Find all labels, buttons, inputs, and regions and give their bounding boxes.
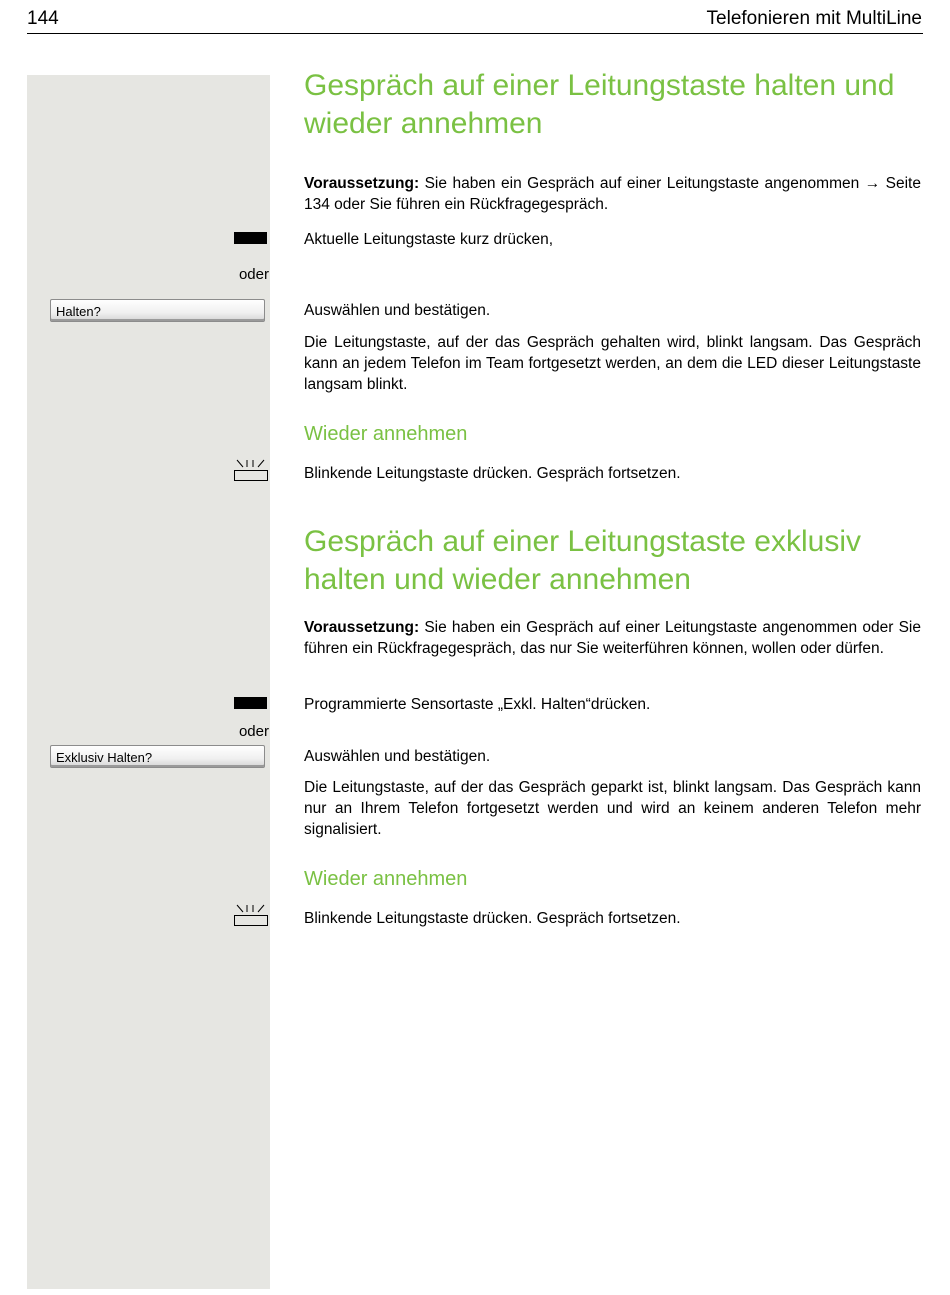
section-1-step-select: Auswählen und bestätigen.: [304, 302, 491, 319]
section-1-prerequisite: [304, 173, 921, 215]
section-2-description: Die Leitungstaste, auf der das Gespräch geparkt ist, blinkt langsam. Das Gespräch kann nur an Ihrem Telefon fortgesetzt werden und wird an keinem anderen Telefon mehr signalisiert.: [304, 779, 921, 838]
or-label: oder: [238, 723, 269, 740]
section-1-resume-step: Blinkende Leitungstaste drücken. Gespräch fortsetzen.: [304, 465, 681, 482]
section-2-prerequisite: [304, 617, 921, 659]
running-title: Telefonieren mit MultiLine: [706, 8, 922, 29]
display-option-exklusiv-halten[interactable]: Exklusiv Halten?: [50, 745, 265, 768]
sidebar-column: [27, 75, 270, 1289]
section-1-step-key: Aktuelle Leitungstaste kurz drücken,: [304, 231, 553, 248]
section-2-title: Gespräch auf einer Leitungstaste exklusiv halten und wieder annehmen: [304, 525, 861, 596]
section-2-step-key: Programmierte Sensortaste „Exkl. Halten“drücken.: [304, 696, 651, 713]
section-2-resume-step: Blinkende Leitungstaste drücken. Gespräch fortsetzen.: [304, 910, 681, 927]
prerequisite-text: Sie haben ein Gespräch auf einer Leitungstaste angenommen oder Sie führen ein Rückfragegespräch, das nur Sie weiterführen können, wollen oder dürfen.: [304, 619, 921, 657]
header-rule: [27, 33, 923, 34]
or-label: oder: [238, 266, 269, 283]
section-1-subheading: Wieder annehmen: [304, 423, 468, 445]
section-2-step-select: Auswählen und bestätigen.: [304, 748, 491, 765]
blinking-led-key-icon: [234, 459, 268, 481]
blinking-led-key-icon: [234, 904, 268, 926]
section-2-subheading: Wieder annehmen: [304, 868, 468, 890]
section-1-title: Gespräch auf einer Leitungstaste halten und wieder annehmen: [304, 69, 895, 140]
section-1-description: Die Leitungstaste, auf der das Gespräch gehalten wird, blinkt langsam. Das Gespräch kann an jedem Telefon im Team fortgesetzt werden, an dem die LED dieser Leitungstaste langsam blinkt.: [304, 334, 921, 393]
display-option-halten[interactable]: Halten?: [50, 299, 265, 322]
prerequisite-label: Voraussetzung:: [304, 175, 420, 192]
prerequisite-label: Voraussetzung:: [304, 619, 420, 636]
prerequisite-text: Sie haben ein Gespräch auf einer Leitungstaste angenommen → Seite 134 oder Sie führen ein Rückfragegespräch.: [304, 175, 921, 213]
line-key-icon: [234, 232, 267, 244]
line-key-icon: [234, 697, 267, 709]
page-number: 144: [27, 8, 59, 29]
